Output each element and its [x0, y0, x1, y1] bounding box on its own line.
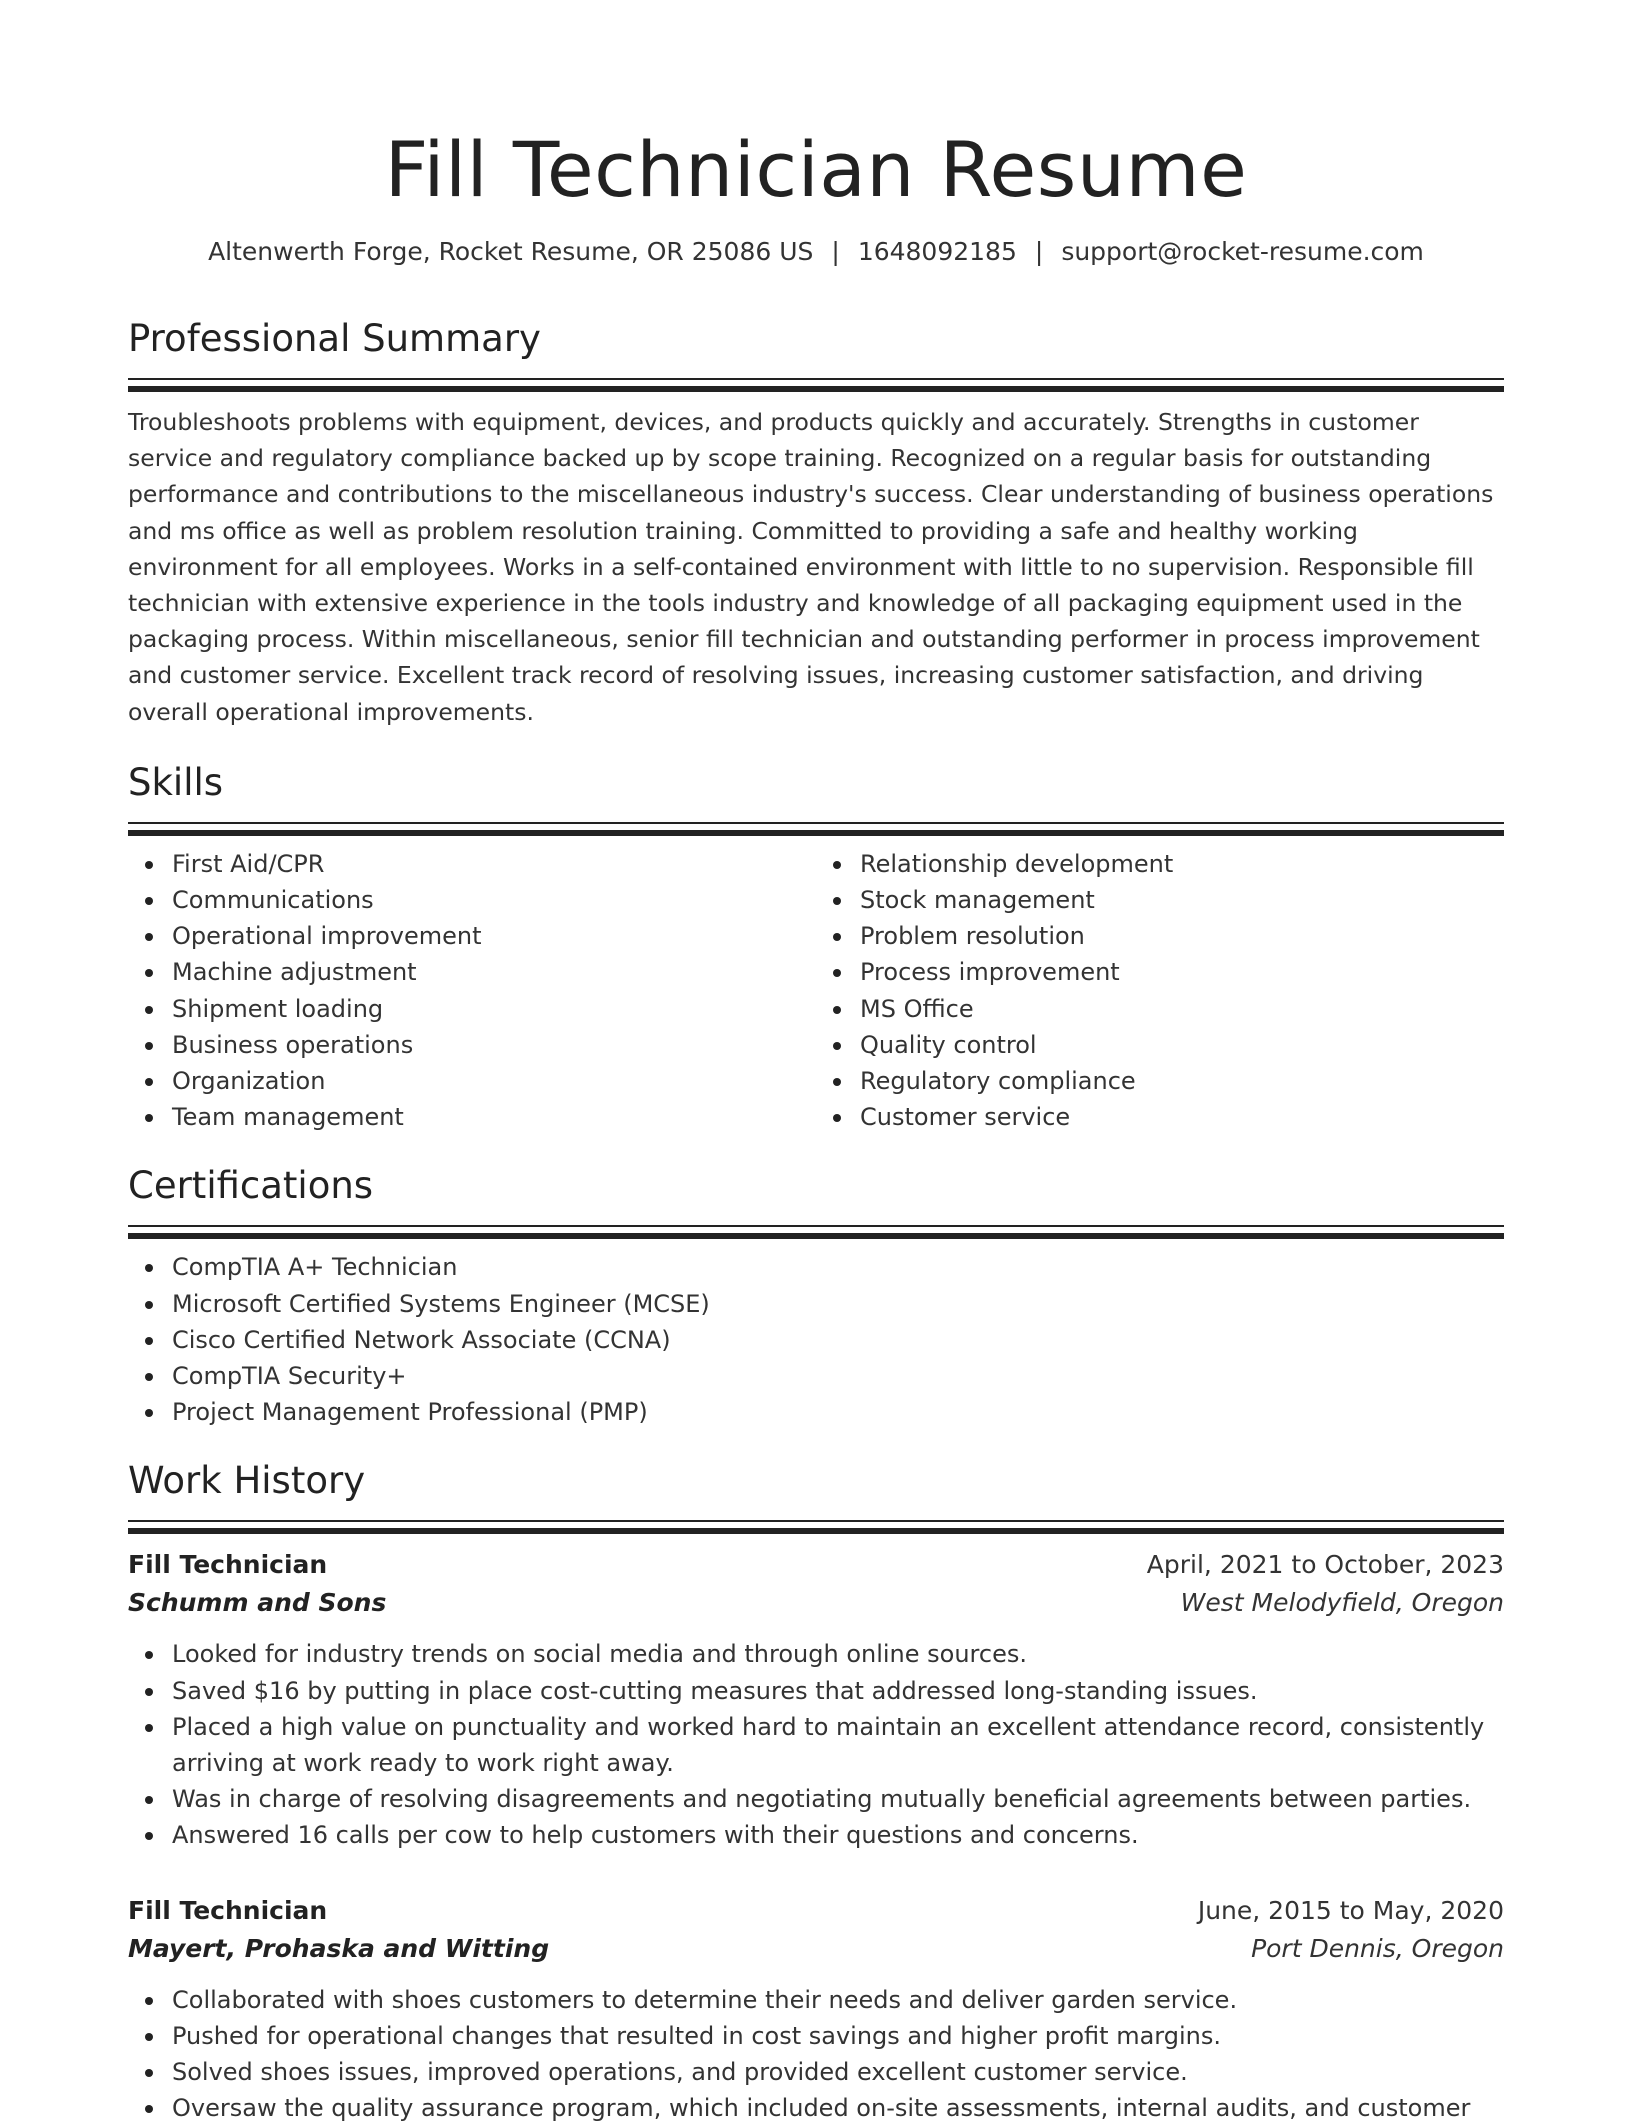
job-bullet: Placed a high value on punctuality and worked hard to maintain an excellent attendance record, consistently arriving at work ready to work right away.: [172, 1709, 1504, 1781]
job-title: Fill Technician: [128, 1550, 328, 1580]
job-bullet: Was in charge of resolving disagreements and negotiating mutually beneficial agreements between parties.: [172, 1781, 1504, 1817]
section-divider: [128, 1520, 1504, 1534]
section-divider: [128, 822, 1504, 836]
skill-item: First Aid/CPR: [172, 846, 816, 882]
skill-item: Operational improvement: [172, 918, 816, 954]
certifications-list: [128, 1249, 1504, 1430]
job-bullet: Oversaw the quality assurance program, which included on-site assessments, internal audits, and customer: [172, 2090, 1504, 2126]
skills-heading: Skills: [128, 760, 224, 804]
skill-item: Regulatory compliance: [860, 1063, 1504, 1099]
skill-item: Stock management: [860, 882, 1504, 918]
job-entry: [128, 1892, 1504, 2127]
summary-text: Troubleshoots problems with equipment, devices, and products quickly and accurately. Strengths in customer service and regulatory compliance backed up by scope training. Recognized on a regular basis for outstanding performance and contributions to the miscellaneous industry's success. Clear understanding of business operations and ms office as well as problem resolution training. Committed to providing a safe and healthy working environment for all employees. Works in a self-contained environment with little to no supervision. Responsible fill technician with extensive experience in the tools industry and knowledge of all packaging equipment used in the packaging process. Within miscellaneous, senior fill technician and outstanding performer in process improvement and customer service. Excellent track record of resolving issues, increasing customer satisfaction, and driving overall operational improvements.: [128, 408, 1494, 726]
work-history-heading: Work History: [128, 1459, 366, 1503]
job-bullet: Answered 16 calls per cow to help customers with their questions and concerns.: [172, 1817, 1504, 1853]
job-bullet: Collaborated with shoes customers to determine their needs and deliver garden service.: [172, 1982, 1504, 2018]
certification-item: Project Management Professional (PMP): [172, 1394, 1504, 1430]
skill-item: Process improvement: [860, 954, 1504, 990]
job-dates: June, 2015 to May, 2020: [1197, 1895, 1504, 1925]
skill-item: Problem resolution: [860, 918, 1504, 954]
skill-item: Relationship development: [860, 846, 1504, 882]
contact-email: support@rocket-resume.com: [1061, 237, 1424, 266]
skills-grid: [128, 836, 1504, 1136]
job-bullet: Looked for industry trends on social media and through online sources.: [172, 1636, 1504, 1672]
job-company: Mayert, Prohaska and Witting: [128, 1933, 550, 1963]
certification-item: Cisco Certified Network Associate (CCNA): [172, 1322, 1504, 1358]
job-bullet: Saved $16 by putting in place cost-cutting measures that addressed long-standing issues.: [172, 1673, 1504, 1709]
certifications-heading: Certifications: [128, 1164, 374, 1208]
job-bullet: Pushed for operational changes that resulted in cost savings and higher profit margins.: [172, 2018, 1504, 2054]
contact-separator: |: [831, 237, 840, 266]
certification-item: CompTIA Security+: [172, 1358, 1504, 1394]
job-bullets: [128, 1636, 1504, 1853]
job-title: Fill Technician: [128, 1895, 328, 1925]
job-subheader-row: [128, 1930, 1504, 1968]
certification-item: CompTIA A+ Technician: [172, 1249, 1504, 1285]
job-entry: [128, 1546, 1504, 1853]
contact-separator: |: [1034, 237, 1044, 266]
resume-page: [128, 0, 1504, 2127]
job-subheader-row: [128, 1584, 1504, 1622]
job-company: Schumm and Sons: [128, 1588, 387, 1618]
section-divider: [128, 378, 1504, 392]
skill-item: Business operations: [172, 1027, 816, 1063]
skill-item: Organization: [172, 1063, 816, 1099]
contact-line: [128, 236, 1504, 268]
skill-item: Customer service: [860, 1099, 1504, 1135]
resume-title: Fill Technician Resume: [384, 125, 1248, 214]
skill-item: Team management: [172, 1099, 816, 1135]
job-header-row: [128, 1892, 1504, 1930]
job-location: Port Dennis, Oregon: [1251, 1933, 1504, 1963]
contact-address: Altenwerth Forge, Rocket Resume, OR 25086 US: [208, 237, 814, 266]
job-dates: April, 2021 to October, 2023: [1146, 1550, 1504, 1580]
skill-item: MS Office: [860, 991, 1504, 1027]
skills-list-left: [128, 846, 816, 1136]
job-bullets: [128, 1982, 1504, 2127]
job-location: West Melodyfield, Oregon: [1180, 1588, 1504, 1618]
skill-item: Shipment loading: [172, 991, 816, 1027]
contact-phone: 1648092185: [857, 237, 1017, 266]
skill-item: Quality control: [860, 1027, 1504, 1063]
skill-item: Communications: [172, 882, 816, 918]
skills-list-right: [816, 846, 1504, 1136]
section-divider: [128, 1225, 1504, 1239]
skill-item: Machine adjustment: [172, 954, 816, 990]
summary-heading: Professional Summary: [128, 317, 541, 360]
job-header-row: [128, 1546, 1504, 1584]
job-bullet: Solved shoes issues, improved operations, and provided excellent customer service.: [172, 2054, 1504, 2090]
certification-item: Microsoft Certified Systems Engineer (MCSE): [172, 1286, 1504, 1322]
